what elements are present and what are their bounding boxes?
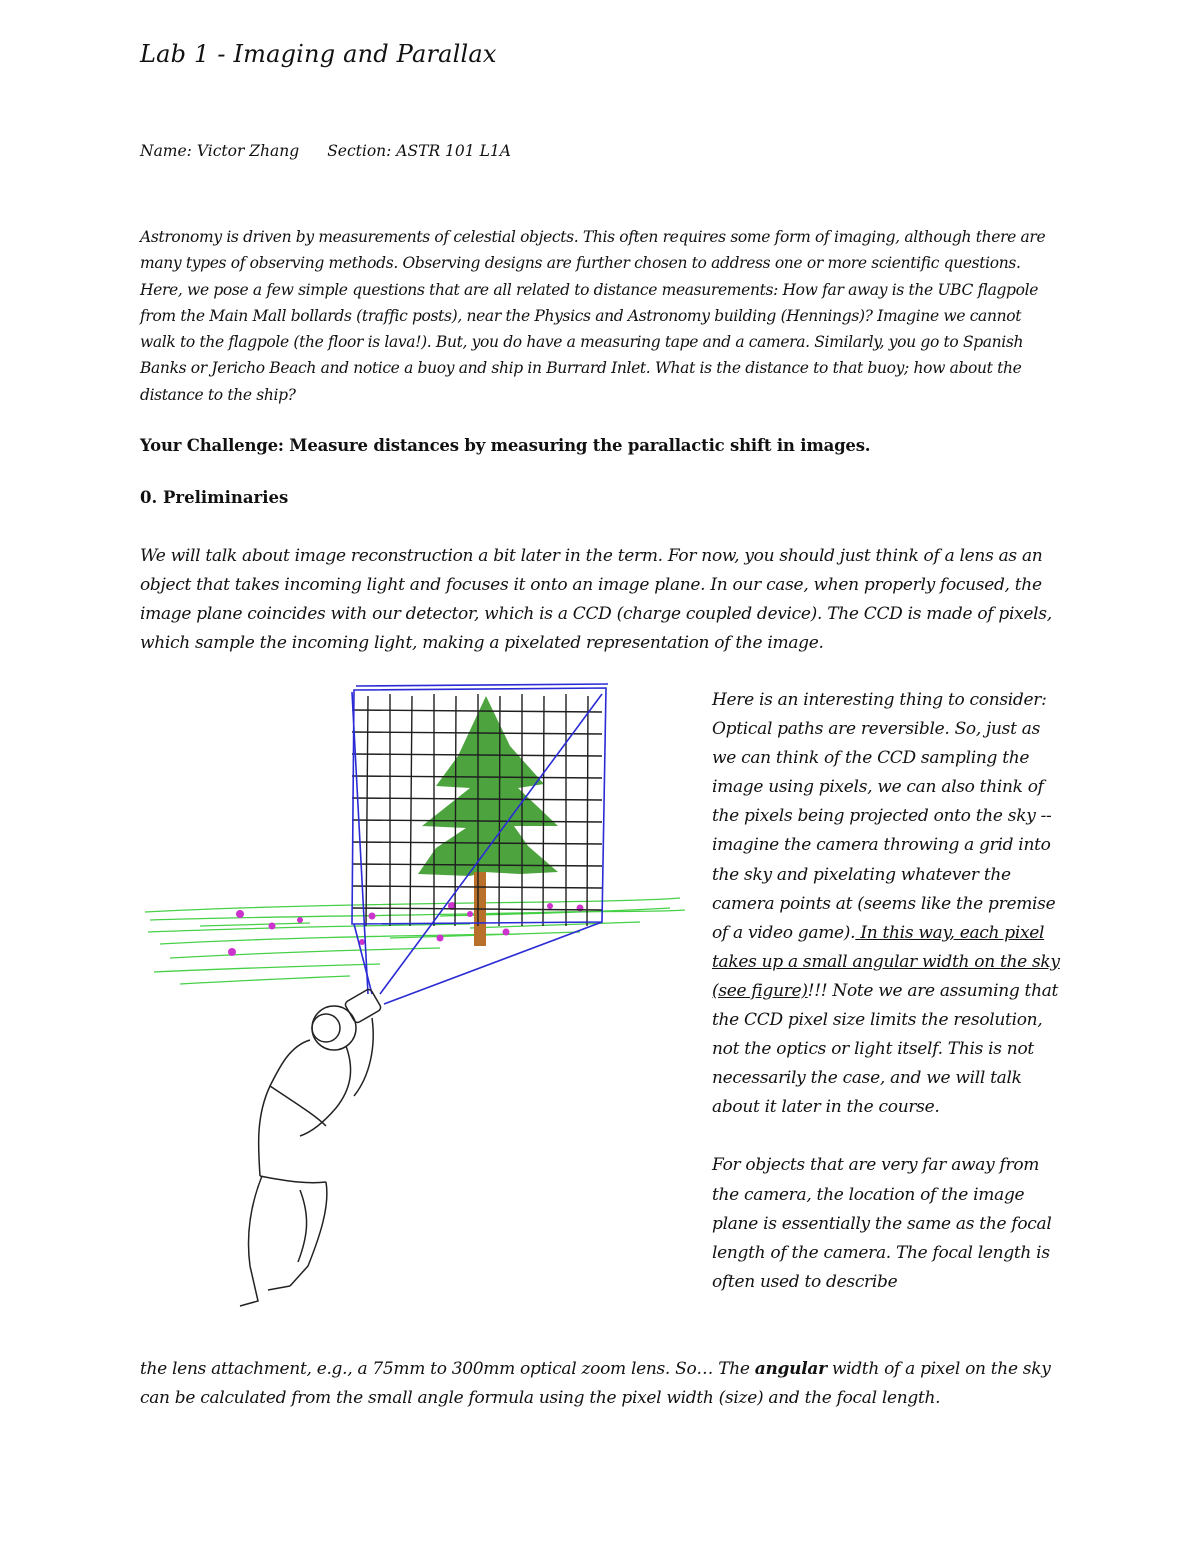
intro-paragraph: Astronomy is driven by measurements of celestial objects. This often requires some form of imaging, although there are many types of observing methods. Observing designs are further chosen to address one or more scientific questions. Here, we pose a few simple questions that are all related to distance measurements: How far away is the UBC flagpole from the Main Mall bollards (traffic posts), near the Physics and Astronomy building (Hennings)? Imagine we cannot walk to the flagpole (the floor is lava!). But, you do have a measuring tape and a camera. Similarly, you go to Spanish Banks or Jericho Beach and notice a buoy and ship in Burrard Inlet. What is the distance to that buoy; how about the distance to the ship? — [140, 228, 1046, 404]
course-section: Section: ASTR 101 L1A — [327, 142, 511, 160]
sidebar-explanation — [712, 686, 1064, 1297]
tail-text-before: the lens attachment, e.g., a 75mm to 300mm optical zoom lens. So… The — [140, 1359, 755, 1379]
document-title: Lab 1 - Imaging and Parallax — [140, 40, 497, 68]
reversible-paths-paragraph — [712, 686, 1064, 1122]
photographer — [240, 988, 382, 1306]
paragraph-gap — [712, 1122, 1064, 1151]
tail-text-after: width of a pixel on the sky can be calculated from the small angle formula using the pixel width (size) and the focal length. — [140, 1359, 1051, 1408]
student-name: Name: Victor Zhang — [140, 142, 300, 160]
resolution-note-text: !!! Note we are assuming that the CCD pixel size limits the resolution, not the optics or light itself. This is not necessarily the case, and we will talk about it later in the course. — [712, 980, 1059, 1118]
reversible-paths-text: Here is an interesting thing to consider: Optical paths are reversible. So, just as we can think of the CCD sampling the image using pixels, we can also think of the pixels being projected onto the sky -- imagine the camera throwing a grid into the sky and pixelating whatever the camera points at (seems like the premise of a video game). — [712, 690, 1056, 943]
angular-width-underlined: In this way, each pixel takes up a small angular width on the sky (see figure) — [712, 922, 1060, 1001]
focal-length-continuation — [140, 1355, 1065, 1413]
angular-bold-word: angular — [754, 1359, 827, 1379]
grass-strokes — [145, 898, 685, 984]
section-heading-preliminaries: 0. Preliminaries — [140, 488, 289, 507]
preliminaries-paragraph: We will talk about image reconstruction a bit later in the term. For now, you should just think of a lens as an object that takes incoming light and focuses it onto an image plane. In our case, when properly focused, the image plane coincides with our detector, which is a CCD (charge coupled device). The CCD is made of pixels, which sample the incoming light, making a pixelated representation of the image. — [140, 546, 1052, 653]
name-section-line — [140, 142, 511, 160]
challenge-heading: Your Challenge: Measure distances by measuring the parallactic shift in images. — [140, 436, 871, 455]
pixel-projection-sketch — [140, 676, 700, 1316]
focal-length-paragraph: For objects that are very far away from the camera, the location of the image plane is essentially the same as the focal length of the camera. The focal length is often used to describe — [712, 1155, 1052, 1292]
